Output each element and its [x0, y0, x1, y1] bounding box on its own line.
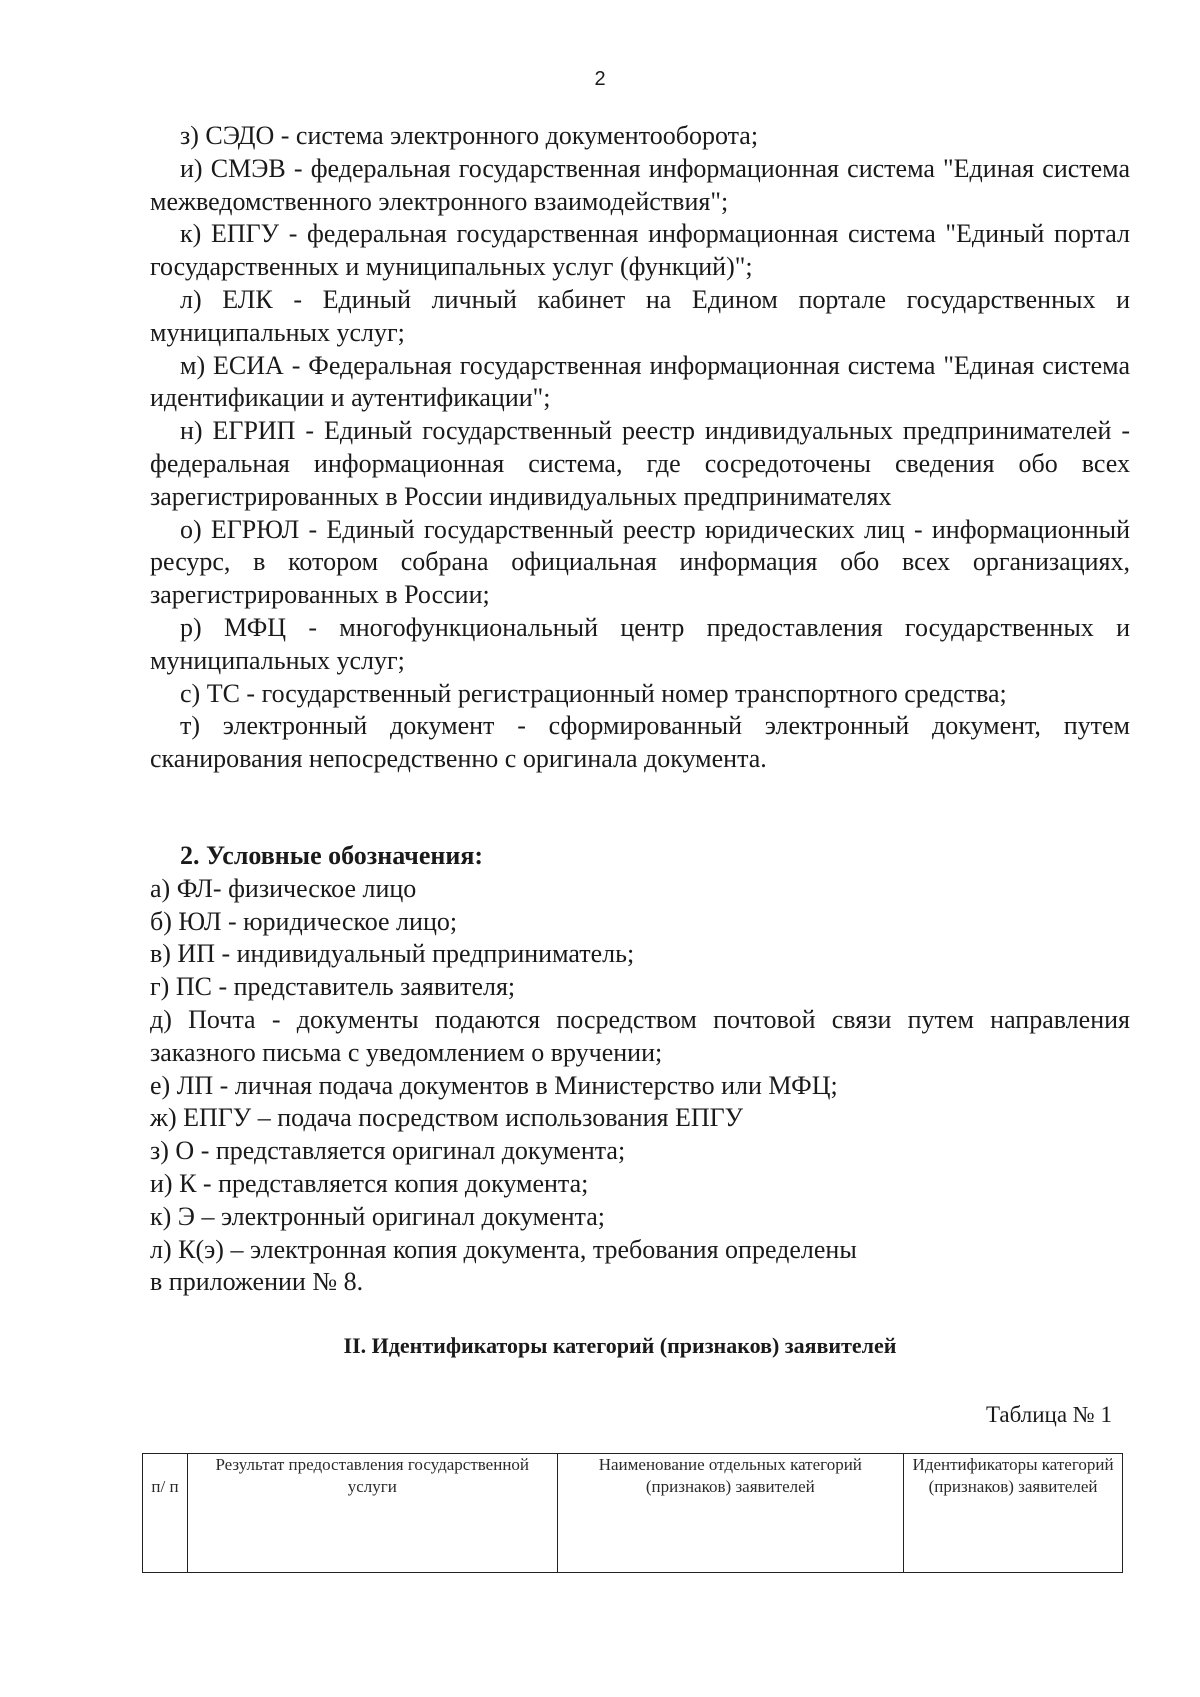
definition-item: о) ЕГРЮЛ - Единый государственный реестр юридических лиц - информационный ресурс, в котором собрана официальная информация обо всех организациях, зарегистрированных в России;	[150, 514, 1130, 610]
definitions-list	[150, 120, 1130, 776]
convention-item: к) Э – электронный оригинал документа;	[150, 1201, 605, 1231]
convention-item: г) ПС - представитель заявителя;	[150, 972, 516, 1002]
definition-item: р) МФЦ - многофункциональный центр предоставления государственных и муниципальных услуг;	[150, 612, 1130, 675]
table-caption: Таблица № 1	[985, 1402, 1112, 1427]
definition-item: н) ЕГРИП - Единый государственный реестр индивидуальных предпринимателей - федеральная информационная система, где сосредоточены сведения обо всех зарегистрированных в России индивидуальных предпринимателях	[150, 416, 1130, 511]
convention-item: б) ЮЛ - юридическое лицо;	[150, 906, 458, 936]
applicant-categories-table	[142, 1453, 1123, 1573]
convention-item: в) ИП - индивидуальный предприниматель;	[150, 939, 635, 969]
convention-item: ж) ЕПГУ – подача посредством использования ЕПГУ	[150, 1103, 744, 1133]
definition-item: с) ТС - государственный регистрационный номер транспортного средства;	[180, 678, 1007, 708]
convention-item: и) К - представляется копия документа;	[150, 1168, 589, 1198]
table-header-row	[143, 1454, 1123, 1573]
header-category-id: Идентификаторы категорий (признаков) заявителей	[904, 1454, 1123, 1573]
definition-item: к) ЕПГУ - федеральная государственная информационная система "Единый портал государственных и муниципальных услуг (функций)";	[150, 219, 1130, 282]
part-title: II. Идентификаторы категорий (признаков) заявителей	[343, 1333, 897, 1358]
definition-item: и) СМЭВ - федеральная государственная информационная система "Единая система межведомственного электронного взаимодействия";	[150, 153, 1130, 216]
convention-item: л) К(э) – электронная копия документа, требования определены	[150, 1234, 857, 1264]
definition-item: з) СЭДО - система электронного документооборота;	[180, 121, 759, 150]
convention-item: д) Почта - документы подаются посредством почтовой связи путем направления заказного письма с уведомлением о вручении;	[150, 1004, 1130, 1067]
header-category-name: Наименование отдельных категорий (признаков) заявителей	[557, 1454, 904, 1573]
section-heading: 2. Условные обозначения:	[180, 841, 484, 870]
convention-item: а) ФЛ- физическое лицо	[150, 873, 417, 903]
convention-item: е) ЛП - личная подача документов в Министерство или МФЦ;	[150, 1070, 838, 1100]
definition-item: т) электронный документ - сформированный электронный документ, путем сканирования непосредственно с оригинала документа.	[150, 711, 1130, 774]
header-number: п/ п	[143, 1454, 188, 1573]
definition-item: л) ЕЛК - Единый личный кабинет на Едином портале государственных и муниципальных услуг;	[150, 284, 1130, 347]
header-result: Результат предоставления государственной услуги	[187, 1454, 557, 1573]
conventions-section	[150, 840, 1130, 1299]
convention-item: з) О - представляется оригинал документа;	[150, 1136, 626, 1166]
page-number: 2	[594, 68, 606, 90]
convention-item: в приложении № 8.	[150, 1267, 364, 1297]
definition-item: м) ЕСИА - Федеральная государственная информационная система "Единая система идентификации и аутентификации";	[150, 350, 1130, 413]
